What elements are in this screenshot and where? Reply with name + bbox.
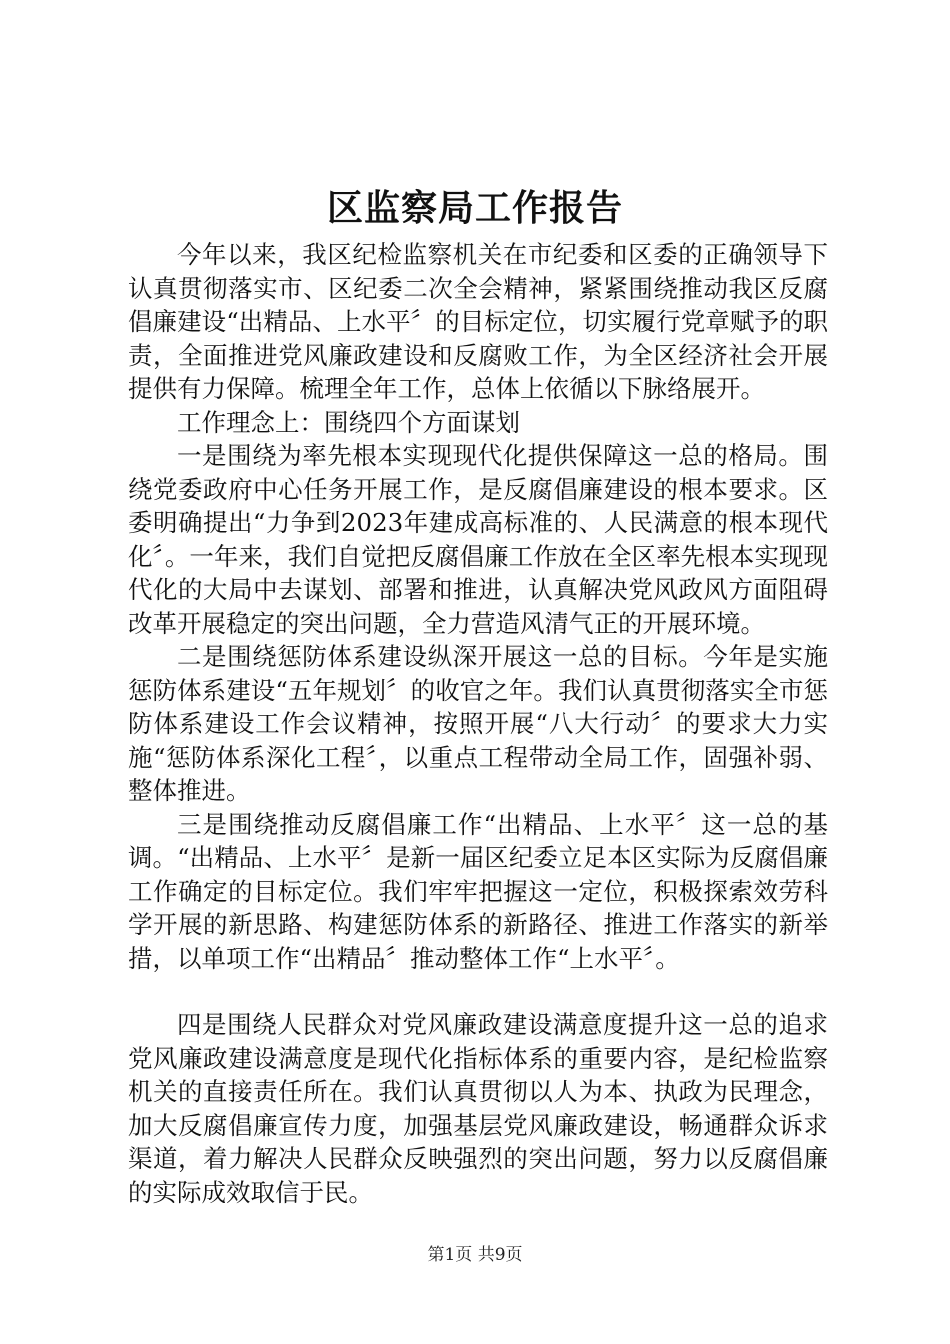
paragraph-section-heading: 工作理念上：围绕四个方面谋划: [177, 407, 520, 437]
paragraph-point-one: 一是围绕为率先根本实现现代化提供保障这一总的格局。围绕党委政府中心任务开展工作，是反腐倡廉建设的根本要求。区委明确提出“力争到2023年建成高标准的、人民满意的根本现代化〞。一年来，我们自觉把反腐倡廉工作放在全区率先根本实现现代化的大局中去谋划、部署和推进，认真解决党风政风方面阻碍改革开展稳定的突出问题，全力营造风清气正的开展环境。: [128, 441, 828, 638]
document-body: [128, 238, 828, 1209]
document-title: 区监察局工作报告: [326, 187, 623, 229]
paragraph-intro: 今年以来，我区纪检监察机关在市纪委和区委的正确领导下认真贯彻落实市、区纪委二次全会精神，紧紧围绕推动我区反腐倡廉建设“出精品、上水平〞的目标定位，切实履行党章赋予的职责，全面推进党风廉政建设和反腐败工作，为全区经济社会开展提供有力保障。梳理全年工作，总体上依循以下脉络展开。: [128, 240, 828, 403]
paragraph-point-two: 二是围绕惩防体系建设纵深开展这一总的目标。今年是实施惩防体系建设“五年规划〞的收官之年。我们认真贯彻落实全市惩防体系建设工作会议精神，按照开展“八大行动〞的要求大力实施“惩防体系深化工程〞，以重点工程带动全局工作，固强补弱、整体推进。: [128, 642, 828, 805]
paragraph-point-three: 三是围绕推动反腐倡廉工作“出精品、上水平〞这一总的基调。“出精品、上水平〞是新一届区纪委立足本区实际为反腐倡廉工作确定的目标定位。我们牢牢把握这一定位，积极探索效劳科学开展的新思路、构建惩防体系的新路径、推进工作落实的新举措，以单项工作“出精品〞推动整体工作“上水平〞。: [128, 809, 828, 973]
paragraph-point-four: 四是围绕人民群众对党风廉政建设满意度提升这一总的追求党风廉政建设满意度是现代化指标体系的重要内容，是纪检监察机关的直接责任所在。我们认真贯彻以人为本、执政为民理念，加大反腐倡廉宣传力度，加强基层党风廉政建设，畅通群众诉求渠道，着力解决人民群众反映强烈的突出问题，努力以反腐倡廉的实际成效取信于民。: [128, 1010, 828, 1207]
page-footer: 第1页 共9页: [427, 1245, 523, 1265]
